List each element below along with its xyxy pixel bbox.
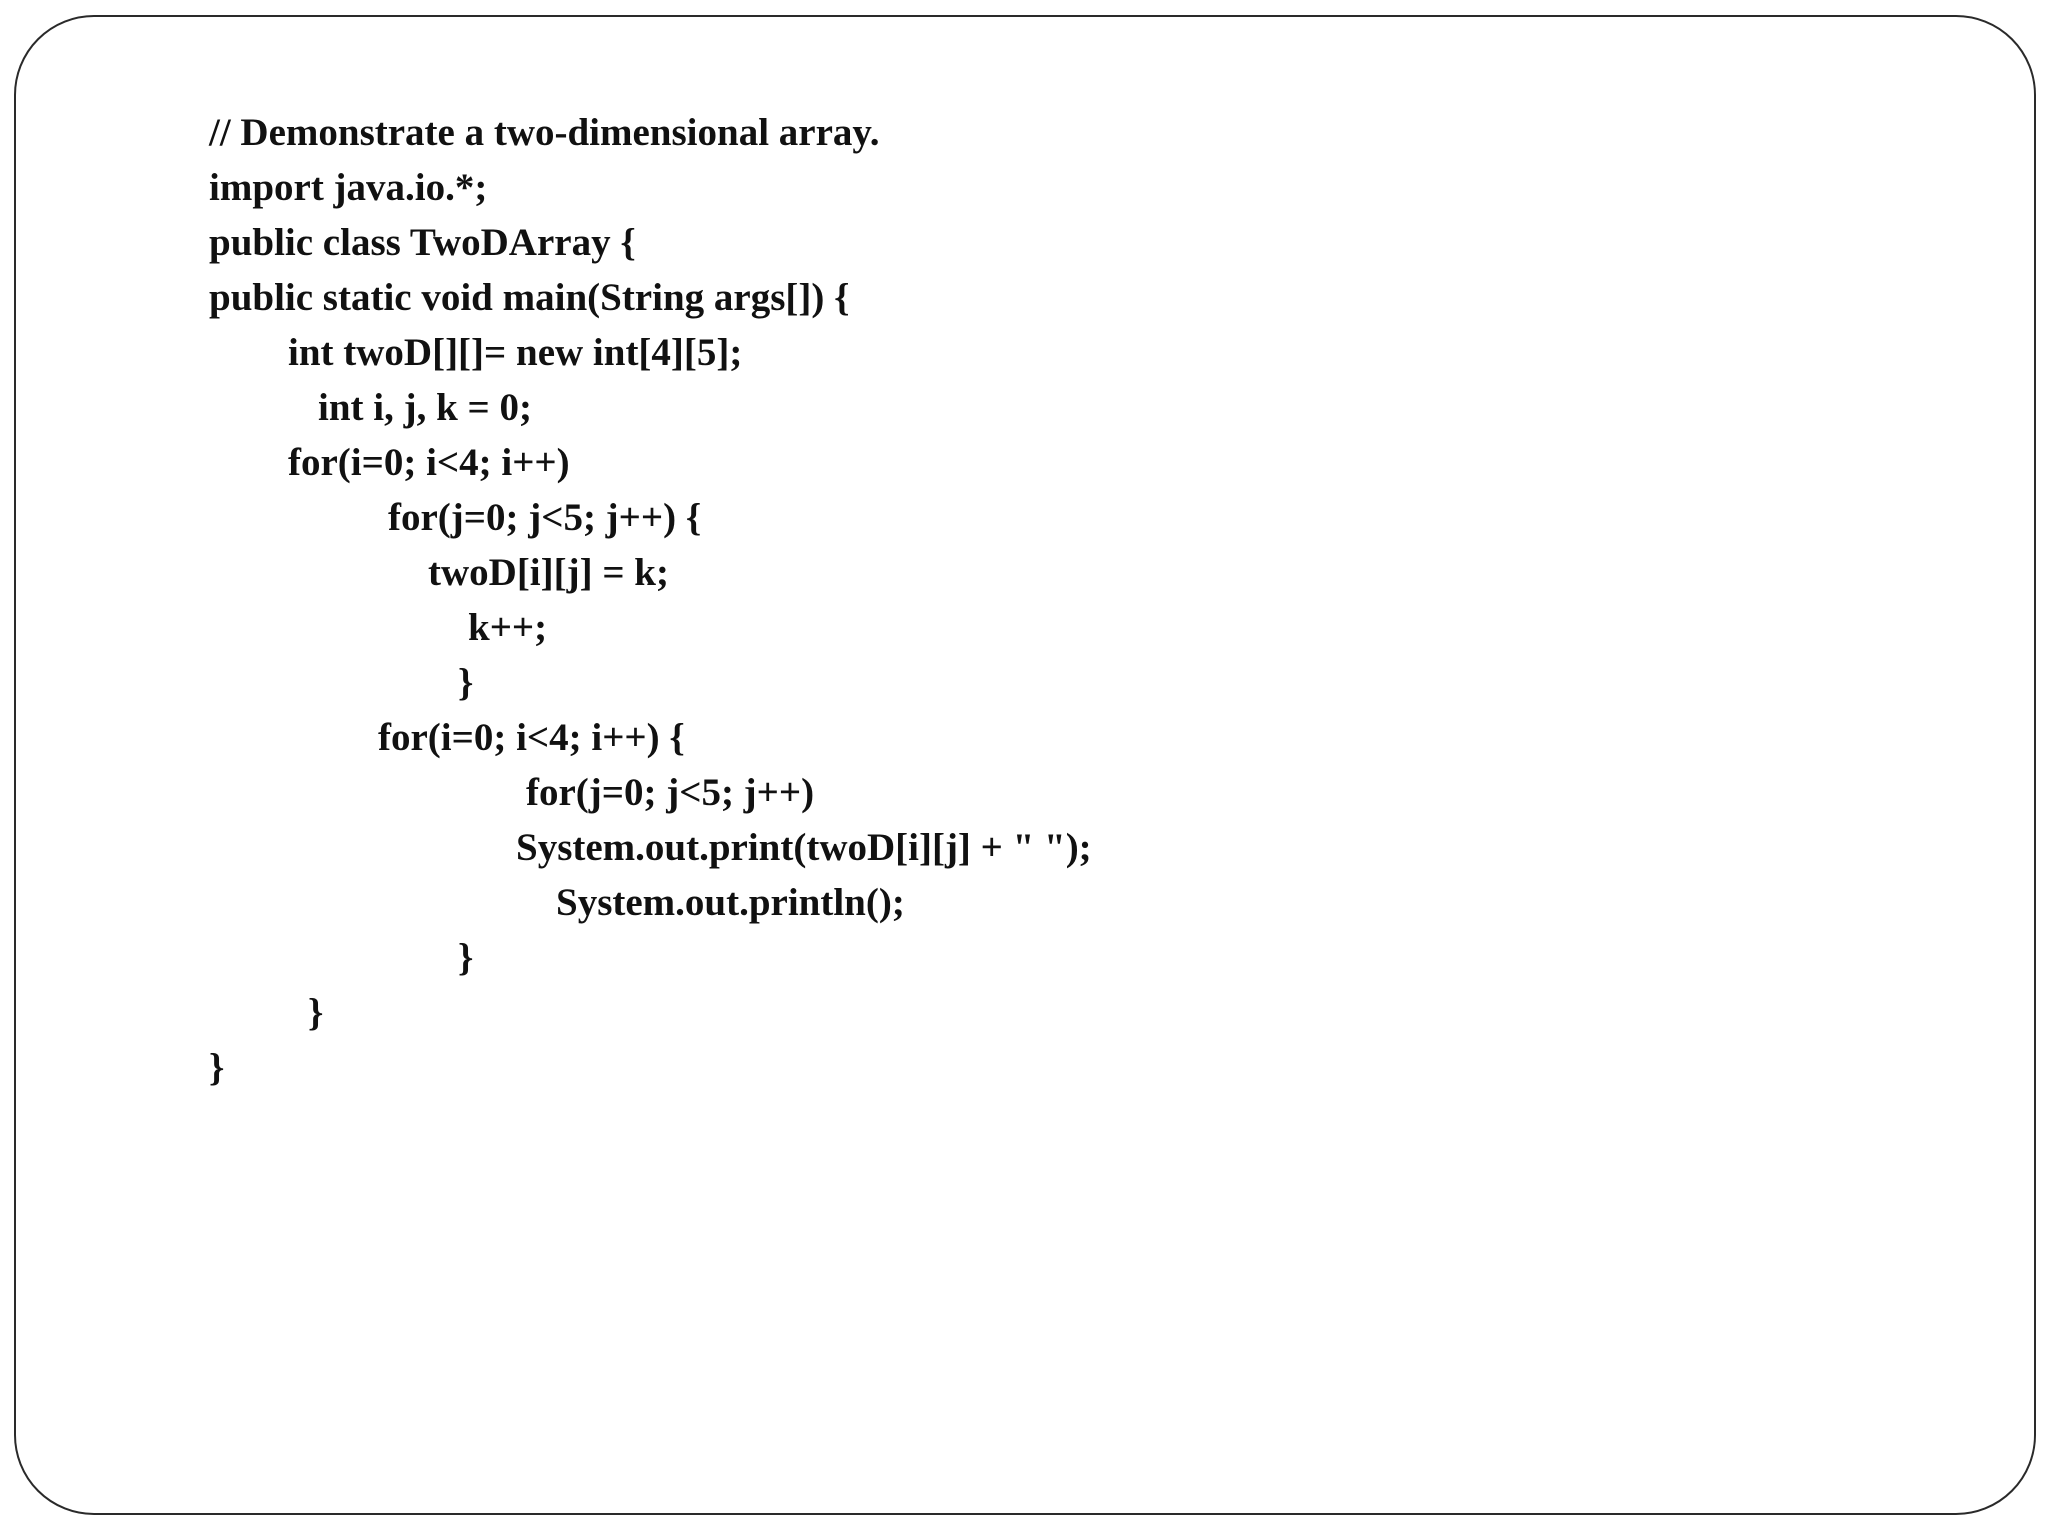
code-line-array-decl: int twoD[][]= new int[4][5]; bbox=[288, 331, 743, 374]
code-line-close-brace: } bbox=[458, 936, 474, 979]
code-line-import: import java.io.*; bbox=[209, 166, 488, 209]
code-line-class-decl: public class TwoDArray { bbox=[209, 221, 636, 264]
code-line-close-brace: } bbox=[308, 991, 324, 1034]
code-line-for-j-print: for(j=0; j<5; j++) bbox=[526, 771, 815, 814]
code-line-println: System.out.println(); bbox=[556, 881, 905, 924]
code-line-main-decl: public static void main(String args[]) { bbox=[209, 276, 850, 319]
code-line-int-decl: int i, j, k = 0; bbox=[318, 386, 532, 429]
code-line-for-i: for(i=0; i<4; i++) bbox=[288, 441, 570, 484]
code-line-assign: twoD[i][j] = k; bbox=[428, 551, 669, 594]
slide-frame bbox=[14, 15, 2036, 1515]
code-line-close-brace: } bbox=[458, 661, 474, 704]
code-line-comment: // Demonstrate a two-dimensional array. bbox=[209, 111, 880, 154]
code-line-for-i-print: for(i=0; i<4; i++) { bbox=[378, 716, 685, 759]
code-line-close-brace: } bbox=[209, 1046, 225, 1089]
code-line-for-j: for(j=0; j<5; j++) { bbox=[388, 496, 702, 539]
code-block bbox=[16, 17, 2034, 1513]
code-line-increment: k++; bbox=[468, 606, 548, 649]
code-line-print: System.out.print(twoD[i][j] + " "); bbox=[516, 826, 1092, 869]
